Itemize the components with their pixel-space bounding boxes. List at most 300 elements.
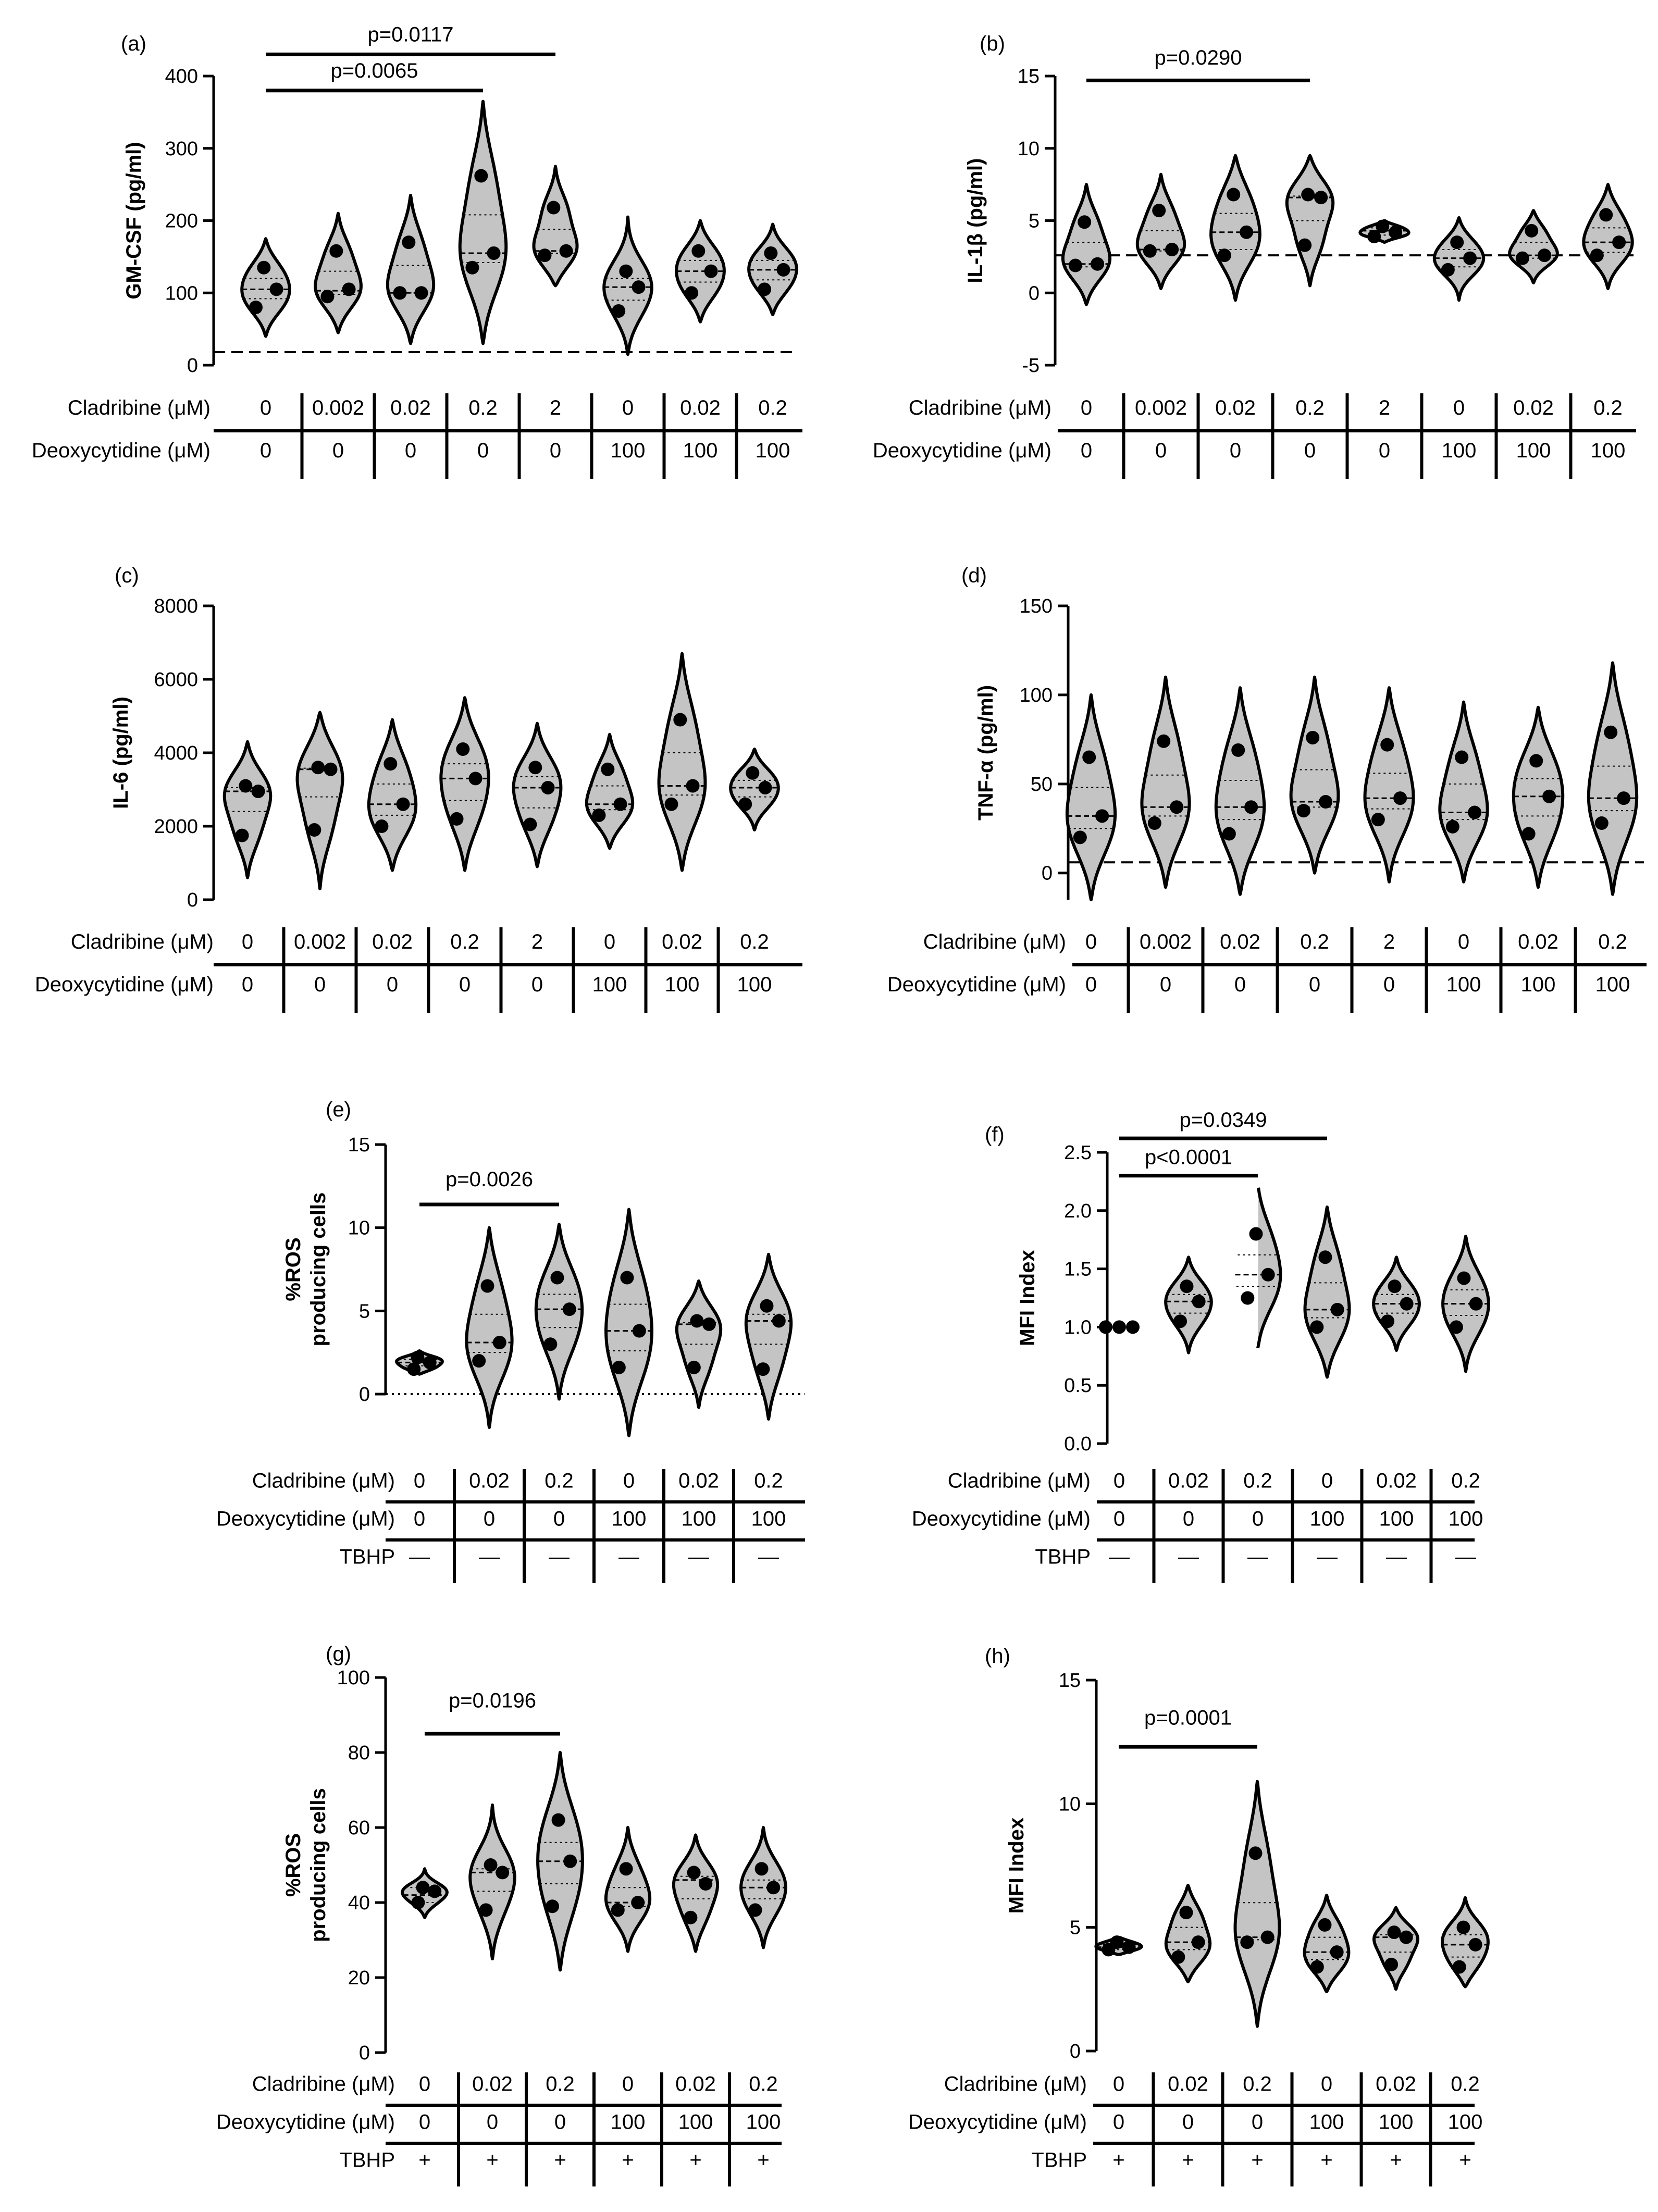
y-tick-label: 60 <box>348 1817 370 1839</box>
violin-group <box>606 1210 652 1436</box>
data-point <box>1244 800 1258 814</box>
data-point <box>1069 259 1082 272</box>
data-point <box>1468 806 1481 819</box>
y-tick-label: 10 <box>348 1217 370 1239</box>
condition-cell: 100 <box>1379 1507 1414 1531</box>
data-point <box>758 282 771 296</box>
condition-row-label: Deoxycytidine (μM) <box>911 1507 1091 1531</box>
condition-cell: 0 <box>1457 930 1470 953</box>
data-point <box>1298 239 1311 252</box>
condition-cell: 0 <box>413 1469 426 1493</box>
data-point <box>620 1862 633 1875</box>
panel-label: (h) <box>985 1645 1010 1668</box>
condition-cell: — <box>1386 1545 1407 1569</box>
data-point <box>1222 827 1236 841</box>
data-point <box>329 244 343 258</box>
data-point <box>764 246 777 260</box>
data-point <box>450 812 464 826</box>
condition-cell: + <box>689 2148 702 2172</box>
data-point <box>1469 1938 1482 1952</box>
condition-cell: 0 <box>241 973 254 996</box>
y-axis-label: IL-6 (pg/ml) <box>109 697 132 809</box>
condition-cell: — <box>618 1545 639 1569</box>
violin-shape <box>1374 1908 1418 1990</box>
data-point <box>1595 816 1608 830</box>
violin-shape <box>1166 1885 1210 1982</box>
condition-cell: 0 <box>554 2110 566 2134</box>
data-point <box>538 248 551 262</box>
data-point <box>664 798 678 811</box>
data-point <box>601 763 614 776</box>
data-point <box>1450 235 1464 249</box>
condition-cell: 0.02 <box>1376 1469 1417 1493</box>
data-point <box>1179 1906 1193 1919</box>
panel-g <box>216 1643 786 2186</box>
data-point <box>1297 804 1310 817</box>
p-value-label: p=0.0001 <box>1144 1706 1232 1730</box>
condition-cell: 100 <box>1520 973 1556 996</box>
violin-group <box>1374 1257 1419 1350</box>
condition-cell: 0 <box>1378 439 1391 462</box>
data-point <box>1393 791 1407 805</box>
condition-cell: 100 <box>681 1507 716 1531</box>
condition-cell: 100 <box>592 973 627 996</box>
data-point <box>1173 1314 1187 1328</box>
data-point <box>1148 816 1161 830</box>
data-point <box>1110 1935 1123 1949</box>
condition-cell: + <box>1112 2148 1125 2172</box>
data-point <box>1455 751 1468 764</box>
data-point <box>383 757 397 771</box>
condition-cell: — <box>1455 1545 1476 1569</box>
data-point <box>1331 1303 1344 1316</box>
y-tick-label: 15 <box>1017 66 1040 88</box>
data-point <box>612 304 625 318</box>
data-point <box>1306 731 1319 744</box>
condition-cell: + <box>1182 2148 1194 2172</box>
y-tick-label: 5 <box>1069 1917 1081 1939</box>
data-point <box>456 742 469 756</box>
y-tick-label: 20 <box>348 1967 370 1989</box>
data-point <box>239 779 252 792</box>
y-tick-label: 4000 <box>154 742 198 764</box>
data-point <box>1441 263 1455 277</box>
y-axis-label: TNF-α (pg/ml) <box>974 685 997 821</box>
p-value-label: p=0.0290 <box>1154 46 1242 69</box>
panel-label: (d) <box>961 564 987 587</box>
y-tick-label: 5 <box>1028 210 1040 232</box>
condition-cell: + <box>622 2148 634 2172</box>
condition-cell: 0 <box>1113 1469 1125 1493</box>
condition-row-label: Deoxycytidine (μM) <box>887 973 1066 996</box>
data-point <box>687 1866 701 1879</box>
violin-group <box>1374 1908 1418 1990</box>
data-point <box>1095 809 1109 823</box>
violin-group <box>1365 688 1414 882</box>
data-point <box>469 772 482 785</box>
condition-cell: 0.02 <box>1376 2072 1416 2096</box>
y-tick-label: 2000 <box>154 816 198 838</box>
data-point <box>487 246 501 260</box>
data-point <box>612 1361 626 1374</box>
panel-label: (e) <box>326 1098 351 1121</box>
violin-shape <box>1211 156 1260 300</box>
y-tick-label: 15 <box>348 1134 370 1156</box>
violin-shape <box>1365 688 1414 882</box>
data-point <box>686 779 700 792</box>
y-axis-label: IL-1β (pg/ml) <box>964 158 987 283</box>
violin-group <box>315 214 361 333</box>
condition-cell: + <box>1390 2148 1402 2172</box>
p-value-label: p=0.0117 <box>367 23 454 46</box>
violin-shape <box>1137 175 1184 289</box>
violin-group <box>402 1869 447 1918</box>
condition-row-label: Cladribine (μM) <box>908 396 1051 419</box>
condition-cell: 0.2 <box>546 2072 575 2096</box>
data-point <box>311 761 325 774</box>
violin-shape <box>315 214 361 333</box>
condition-cell: 0 <box>1251 2110 1264 2134</box>
data-point <box>402 235 415 249</box>
violin-group <box>514 724 561 867</box>
violin-group <box>369 720 416 871</box>
data-point <box>777 263 790 277</box>
condition-cell: 0 <box>603 930 616 953</box>
p-value-label: p=0.0065 <box>330 59 418 82</box>
condition-cell: 0.2 <box>545 1469 574 1493</box>
y-tick-label: 0 <box>358 1384 370 1406</box>
condition-cell: 0 <box>1229 439 1242 462</box>
data-point <box>691 244 705 258</box>
data-point <box>614 798 627 811</box>
y-tick-label: 40 <box>348 1892 370 1914</box>
violin-shape <box>369 720 416 871</box>
data-point <box>342 282 356 296</box>
condition-row-label: Deoxycytidine (μM) <box>872 439 1051 462</box>
violin-group <box>388 195 434 344</box>
data-point <box>1318 1250 1332 1264</box>
condition-cell: 0 <box>623 1469 635 1493</box>
violin-group <box>746 1254 791 1419</box>
condition-cell: 0.02 <box>1220 930 1260 953</box>
data-point <box>620 1271 634 1284</box>
panel-label: (c) <box>115 564 139 587</box>
violin-shape <box>606 1828 650 1952</box>
condition-cell: 100 <box>664 973 700 996</box>
condition-cell: 100 <box>1309 2110 1344 2134</box>
data-point <box>759 781 772 794</box>
panel-h <box>908 1645 1488 2186</box>
data-point <box>480 1279 494 1293</box>
data-point <box>1542 790 1556 803</box>
panel-f <box>912 1109 1489 1583</box>
condition-cell: 0.2 <box>758 396 787 419</box>
violin-shape <box>1067 695 1115 900</box>
panel-a <box>32 23 802 479</box>
data-point <box>1112 1320 1126 1334</box>
condition-cell: 0 <box>1321 1469 1333 1493</box>
condition-cell: 0 <box>1182 2110 1194 2134</box>
data-point <box>541 781 555 794</box>
violin-group <box>1287 156 1333 286</box>
condition-cell: 0.02 <box>469 1469 510 1493</box>
data-point <box>493 1336 506 1349</box>
violin-group <box>659 654 706 871</box>
data-point <box>1469 1297 1483 1311</box>
condition-cell: 0 <box>418 2072 431 2096</box>
condition-cell: 0 <box>1155 439 1167 462</box>
condition-cell: 100 <box>1378 2110 1414 2134</box>
violin-group <box>1096 1935 1141 1956</box>
condition-row-label: Cladribine (μM) <box>70 930 214 953</box>
y-tick-label: 6000 <box>154 669 198 691</box>
condition-row-label: TBHP <box>339 2148 395 2172</box>
condition-cell: 100 <box>678 2110 713 2134</box>
condition-cell: 0.2 <box>1243 1469 1272 1493</box>
condition-cell: — <box>549 1545 570 1569</box>
data-point <box>563 1302 576 1316</box>
data-point <box>631 1896 645 1909</box>
panel-label: (b) <box>980 32 1005 55</box>
condition-cell: — <box>479 1545 500 1569</box>
condition-cell: 100 <box>611 1507 647 1531</box>
p-value-label: p=0.0196 <box>449 1689 536 1712</box>
data-point <box>546 1899 559 1913</box>
condition-cell: 0 <box>1304 439 1316 462</box>
data-point <box>252 785 265 798</box>
violin-group <box>1440 702 1487 882</box>
violin-group <box>1434 218 1483 300</box>
panel-e <box>216 1098 805 1583</box>
condition-cell: 0 <box>622 2072 634 2096</box>
y-axis-label: %ROS <box>282 1237 305 1301</box>
y-tick-label: 10 <box>1017 138 1040 160</box>
condition-cell: 0.02 <box>680 396 721 419</box>
p-value-label: p=0.0026 <box>446 1167 533 1191</box>
violin-group <box>677 1281 721 1408</box>
data-point <box>1376 220 1389 233</box>
y-tick-label: 15 <box>1058 1670 1081 1692</box>
data-point <box>1171 1950 1185 1964</box>
condition-cell: 0.2 <box>1243 2072 1272 2096</box>
data-point <box>1538 248 1551 262</box>
data-point <box>746 766 759 780</box>
panel-c <box>35 564 802 1013</box>
data-point <box>673 713 687 727</box>
violin-group <box>1509 210 1557 283</box>
condition-row-label: Cladribine (μM) <box>944 2072 1087 2096</box>
data-point <box>687 1361 701 1374</box>
violin-group <box>741 1828 786 1947</box>
condition-cell: 0 <box>1080 439 1093 462</box>
violin-group <box>1063 184 1110 304</box>
condition-cell: 0 <box>622 396 634 419</box>
condition-cell: 0.02 <box>390 396 431 419</box>
data-point <box>684 1911 697 1924</box>
condition-cell: 0.02 <box>472 2072 513 2096</box>
y-tick-label: 0 <box>1041 862 1053 885</box>
condition-cell: — <box>1317 1545 1338 1569</box>
data-point <box>704 265 718 278</box>
data-point <box>1314 191 1328 204</box>
condition-cell: + <box>486 2148 499 2172</box>
condition-cell: 0.2 <box>1598 930 1627 953</box>
violin-group <box>225 742 271 878</box>
data-point <box>1122 1941 1136 1954</box>
data-point <box>528 761 542 774</box>
data-point <box>236 829 249 842</box>
data-point <box>592 809 605 822</box>
violin-shape <box>746 1254 791 1419</box>
y-tick-label: 100 <box>1019 684 1053 706</box>
data-point <box>484 1858 498 1872</box>
data-point <box>738 798 752 811</box>
data-point <box>690 1314 703 1327</box>
panel-d <box>887 564 1647 1013</box>
condition-cell: 0 <box>1383 973 1395 996</box>
data-point <box>324 763 338 776</box>
condition-cell: 0.02 <box>1518 930 1558 953</box>
condition-cell: 0 <box>1113 1507 1125 1531</box>
data-point <box>1599 208 1613 221</box>
y-tick-label: 2.5 <box>1064 1142 1092 1164</box>
data-point <box>1143 244 1157 258</box>
y-tick-label: 1.0 <box>1064 1316 1092 1339</box>
data-point <box>1529 754 1543 767</box>
violin-shape <box>1216 688 1264 894</box>
y-tick-label: 0 <box>1028 282 1040 305</box>
violin-shape <box>587 735 633 849</box>
data-point <box>1456 1921 1470 1934</box>
condition-cell: 100 <box>1448 1507 1483 1531</box>
y-axis-label: MFI Index <box>1016 1250 1039 1346</box>
violin-group <box>731 749 778 830</box>
condition-cell: 0.2 <box>450 930 479 953</box>
data-point <box>1227 188 1240 202</box>
condition-cell: 2 <box>549 396 562 419</box>
condition-cell: 100 <box>755 439 790 462</box>
violin-shape <box>388 195 434 344</box>
data-point <box>1380 738 1394 752</box>
condition-row-label: Deoxycytidine (μM) <box>908 2110 1087 2134</box>
data-point <box>1612 235 1626 249</box>
violin-shape <box>1063 184 1110 304</box>
violin-group <box>674 1835 717 1951</box>
violin-group <box>1305 1207 1350 1377</box>
condition-cell: 0 <box>477 439 489 462</box>
condition-cell: 0.2 <box>468 396 498 419</box>
data-point <box>307 823 321 837</box>
violin-group <box>534 166 577 285</box>
violin-shape <box>1305 1207 1350 1377</box>
data-point <box>1310 1320 1323 1334</box>
y-tick-label: 8000 <box>154 595 198 617</box>
violin-shape <box>606 1210 652 1436</box>
p-value-label: p<0.0001 <box>1145 1146 1232 1169</box>
data-point <box>766 1881 780 1894</box>
condition-cell: 0.02 <box>1168 1469 1209 1493</box>
data-point <box>756 1362 770 1376</box>
condition-cell: 100 <box>751 1507 786 1531</box>
data-point <box>1388 1279 1401 1293</box>
violin-shape <box>1291 677 1339 873</box>
violin-group <box>1442 1898 1488 1987</box>
data-point <box>632 280 646 294</box>
violin-group <box>441 698 488 870</box>
condition-cell: 0 <box>404 439 417 462</box>
condition-cell: 100 <box>610 2110 646 2134</box>
condition-cell: 100 <box>737 973 772 996</box>
condition-cell: 0.2 <box>754 1469 783 1493</box>
y-axis-label: producing cells <box>307 1788 330 1942</box>
condition-cell: 0 <box>1159 973 1172 996</box>
violin-group <box>749 224 797 315</box>
condition-cell: 0 <box>259 439 272 462</box>
violin-group <box>470 1805 515 1959</box>
data-point <box>1330 1945 1344 1959</box>
condition-cell: 0 <box>1112 2110 1125 2134</box>
data-point <box>1152 204 1166 217</box>
condition-row-label: Cladribine (μM) <box>947 1469 1091 1493</box>
y-axis-label: producing cells <box>307 1192 330 1347</box>
condition-cell: 0 <box>413 1507 426 1531</box>
violin-shape <box>460 102 506 344</box>
condition-cell: 0 <box>483 1507 496 1531</box>
violin-group <box>460 102 506 344</box>
condition-cell: 100 <box>1309 1507 1345 1531</box>
data-point <box>547 201 560 215</box>
data-point <box>1590 248 1604 262</box>
data-point <box>1157 735 1170 748</box>
data-point <box>1180 1279 1193 1293</box>
condition-cell: + <box>1320 2148 1333 2172</box>
violin-shape <box>1509 210 1557 283</box>
data-point <box>1192 1935 1205 1949</box>
violin-group <box>1514 707 1563 887</box>
condition-cell: 0.02 <box>1513 396 1554 419</box>
condition-row-label: Deoxycytidine (μM) <box>216 1507 395 1531</box>
data-point <box>619 265 633 278</box>
data-point <box>1240 1935 1254 1949</box>
y-tick-label: 100 <box>165 282 198 305</box>
violin-group <box>1137 175 1184 289</box>
condition-cell: 2 <box>531 930 543 953</box>
condition-cell: 0.02 <box>1215 396 1256 419</box>
data-point <box>702 1318 716 1331</box>
data-point <box>1318 1918 1331 1932</box>
data-point <box>1319 795 1332 809</box>
condition-cell: 100 <box>1447 2110 1483 2134</box>
condition-cell: — <box>1247 1545 1268 1569</box>
condition-row-label: TBHP <box>1035 1545 1091 1569</box>
condition-cell: 0.2 <box>749 2072 778 2096</box>
y-axis-label: %ROS <box>282 1833 305 1897</box>
data-point <box>772 1314 786 1327</box>
data-point <box>1241 1291 1254 1305</box>
data-point <box>320 290 334 303</box>
y-tick-label: 0 <box>187 889 198 911</box>
violin-shape <box>1589 663 1637 894</box>
data-point <box>411 1896 425 1909</box>
condition-cell: 0 <box>1182 1507 1195 1531</box>
data-point <box>1078 215 1091 229</box>
condition-cell: 0 <box>418 2110 431 2134</box>
condition-cell: — <box>1109 1545 1130 1569</box>
panel-label: (f) <box>985 1123 1005 1146</box>
violin-group <box>242 239 290 336</box>
data-point <box>1099 1320 1112 1334</box>
condition-row-label: TBHP <box>1031 2148 1087 2172</box>
